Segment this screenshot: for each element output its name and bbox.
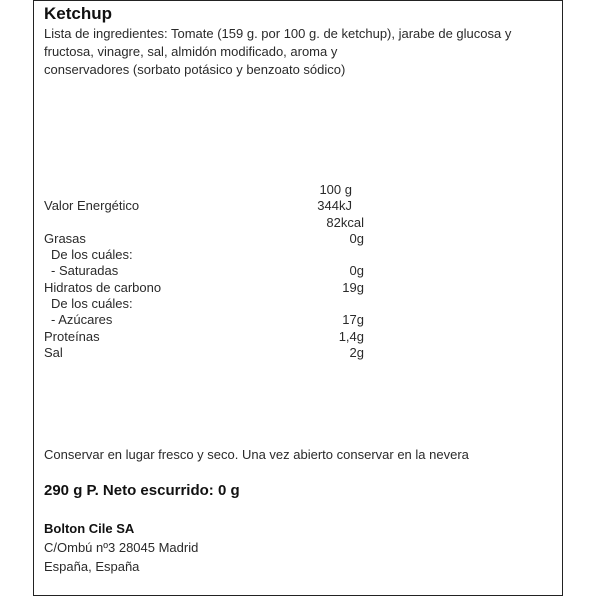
nutrition-row bbox=[44, 231, 364, 247]
nutrition-label: Proteínas bbox=[44, 328, 100, 344]
nutrition-value: 2g bbox=[349, 344, 364, 360]
nutrition-value: 0g bbox=[349, 230, 364, 246]
nutrition-row bbox=[44, 198, 364, 214]
nutrition-row bbox=[44, 329, 364, 345]
nutrition-row bbox=[44, 263, 364, 279]
company-name: Bolton Cile SA bbox=[44, 521, 135, 536]
ingredients-list bbox=[44, 25, 559, 79]
nutrition-value: 82kcal bbox=[326, 214, 364, 230]
ingredients-line: Lista de ingredientes: Tomate (159 g. por 100 g. de ketchup), jarabe de glucosa y bbox=[44, 26, 512, 41]
nutrition-row bbox=[44, 280, 364, 296]
product-title: Ketchup bbox=[44, 4, 112, 23]
nutrition-row bbox=[44, 312, 364, 328]
company-address: C/Ombú nº3 28045 Madrid bbox=[44, 540, 199, 555]
nutrition-label: Sal bbox=[44, 344, 63, 360]
nutrition-value: 344kJ bbox=[317, 198, 352, 214]
nutrition-label: Hidratos de carbono bbox=[44, 279, 162, 295]
nutrition-label: - Azúcares bbox=[51, 312, 113, 328]
nutrition-table bbox=[44, 182, 364, 361]
nutrition-label: Valor Energético bbox=[44, 198, 140, 214]
nutrition-row bbox=[44, 296, 364, 312]
nutrition-value: 19g bbox=[342, 279, 364, 295]
nutrition-value: 1,4g bbox=[338, 328, 364, 344]
nutrition-header-row bbox=[44, 182, 364, 198]
nutrition-header: 100 g bbox=[319, 182, 352, 197]
company-country: España, España bbox=[44, 559, 140, 574]
nutrition-row bbox=[44, 215, 364, 231]
company-info bbox=[44, 519, 198, 576]
nutrition-label: - Saturadas bbox=[51, 263, 119, 279]
nutrition-label: De los cuáles: bbox=[51, 296, 133, 312]
nutrition-row bbox=[44, 345, 364, 361]
nutrition-label: Grasas bbox=[44, 230, 86, 246]
nutrition-row bbox=[44, 247, 364, 263]
nutrition-value: 0g bbox=[349, 263, 364, 279]
nutrition-label: De los cuáles: bbox=[51, 247, 133, 263]
ingredients-line: conservadores (sorbato potásico y benzoato sódico) bbox=[44, 62, 346, 77]
product-label bbox=[33, 0, 563, 596]
nutrition-value: 17g bbox=[342, 312, 364, 328]
storage-instructions: Conservar en lugar fresco y seco. Una vez abierto conservar en la nevera bbox=[44, 447, 469, 462]
ingredients-line: fructosa, vinagre, sal, almidón modificado, aroma y bbox=[44, 44, 338, 59]
net-weight: 290 g P. Neto escurrido: 0 g bbox=[44, 482, 240, 499]
